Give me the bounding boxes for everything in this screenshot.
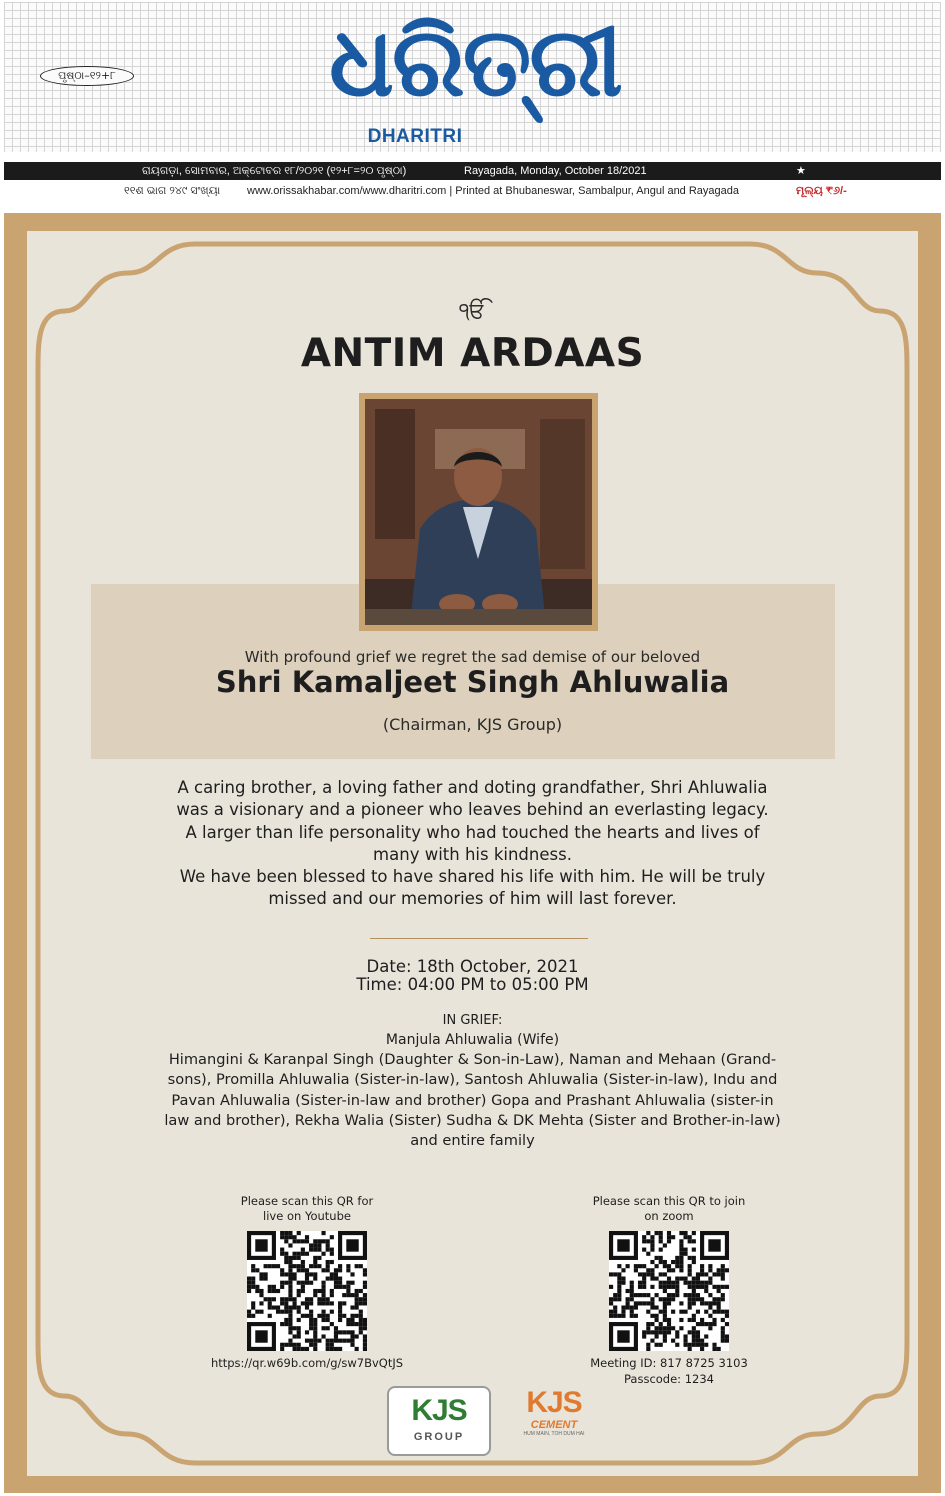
obituary-advert <box>4 213 941 1493</box>
tribute-line: A larger than life personality who had touched the hearts and lives of <box>185 822 760 842</box>
kjs-group-logo-word: GROUP <box>413 1431 465 1443</box>
kjs-cement-logo-word: CEMENT <box>530 1419 578 1431</box>
mourners-line: sons), Promilla Ahluwalia (Sister-in-law), Santosh Ahluwalia (Sister-in-law), Indu and <box>167 1071 778 1089</box>
advert-card <box>27 231 918 1476</box>
logo-latin-text: DHARITRI <box>367 126 463 147</box>
tribute-line: We have been blessed to have shared his life with him. He will be truly <box>179 867 766 887</box>
zoom-qr-block <box>554 1194 784 1387</box>
dateline-star-icon: ★ <box>796 165 806 177</box>
tribute-line: missed and our memories of him will last forever. <box>268 889 677 909</box>
tribute-line: A caring brother, a loving father and doting grandfather, Shri Ahluwalia <box>177 778 768 797</box>
mourners-list <box>139 1050 806 1151</box>
mourners-line: and entire family <box>410 1132 535 1150</box>
youtube-qr-block <box>192 1194 422 1372</box>
zoom-meeting-id: Meeting ID: 817 8725 3103 <box>590 1356 748 1370</box>
grief-statement: With profound grief we regret the sad demise of our beloved <box>244 648 701 666</box>
youtube-qr-caption: Please scan this QR for <box>240 1194 374 1208</box>
kjs-group-logo-mark: KJS <box>411 1394 467 1427</box>
in-grief-label: IN GRIEF: <box>442 1013 503 1028</box>
dateline-odia: ରାୟଗଡ଼ା, ସୋମବାର, ଅକ୍ଟୋବର ୧୮/୨୦୨୧ (୧୨+୮=୨୦ ପୃଷ୍ଠା) <box>142 165 407 177</box>
zoom-passcode: Passcode: 1234 <box>624 1371 714 1386</box>
dateline-english: Rayagada, Monday, October 18/2021 <box>464 165 647 177</box>
youtube-qr-code[interactable] <box>247 1231 367 1351</box>
portrait-illustration <box>365 399 592 625</box>
deceased-role: (Chairman, KJS Group) <box>382 715 563 734</box>
price-label: ମୂଲ୍ୟ ₹୬/- <box>796 185 847 197</box>
kjs-cement-logo-mark: KJS <box>526 1386 582 1419</box>
mourners-line: Pavan Ahluwalia (Sister-in-law and brother) Gopa and Prashant Ahluwalia (sister-in <box>171 1091 774 1109</box>
website-and-print-info: www.orissakhabar.com/www.dharitri.com | Printed at Bhubaneswar, Sambalpur, Angul and Rayagada <box>247 185 740 197</box>
youtube-qr-url[interactable]: https://qr.w69b.com/g/sw7BvQtJS <box>210 1356 404 1370</box>
zoom-qr-code[interactable] <box>609 1231 729 1351</box>
tribute-line: many with his kindness. <box>373 844 572 864</box>
dharitri-logo[interactable] <box>300 6 650 149</box>
zoom-qr-caption: Please scan this QR to join <box>592 1194 746 1208</box>
mourners-line: law and brother), Rekha Walia (Sister) Sudha & DK Mehta (Sister and Brother-in-law) <box>164 1111 781 1129</box>
youtube-qr-caption: live on Youtube <box>263 1209 351 1223</box>
ceremony-time: Time: 04:00 PM to 05:00 PM <box>356 975 589 994</box>
dateline-bar <box>4 162 941 180</box>
zoom-qr-caption: on zoom <box>644 1209 694 1223</box>
ceremony-datetime <box>27 958 918 994</box>
edition-info-line <box>4 183 941 199</box>
portrait-frame <box>359 393 598 631</box>
mourners-line: Himangini & Karanpal Singh (Daughter & Son-in-Law), Naman and Mehaan (Grand- <box>168 1051 777 1068</box>
ceremony-date: Date: 18th October, 2021 <box>366 957 579 976</box>
mourner-wife: Manjula Ahluwalia (Wife) <box>385 1032 560 1048</box>
advert-title: ANTIM ARDAAS <box>300 331 645 376</box>
logo-odia-text: ଧରିତ୍ରୀ <box>329 6 621 118</box>
tribute-line: was a visionary and a pioneer who leaves behind an everlasting legacy. <box>176 800 769 820</box>
kjs-group-logo <box>387 1386 491 1456</box>
kjs-cement-logo <box>509 1381 599 1461</box>
page-count-tag: ପୃଷ୍ଠା–୧୨+୮ <box>40 66 134 86</box>
ik-onkar-symbol: ੴ <box>459 299 486 324</box>
portrait-photo <box>365 399 592 625</box>
deceased-name: Shri Kamaljeet Singh Ahluwalia <box>215 665 730 699</box>
newspaper-masthead <box>4 2 941 152</box>
section-divider <box>370 938 588 939</box>
tribute-paragraph <box>137 777 808 911</box>
issue-number: ୧୧ଶ ଭାଗ ୨୪୯ ସଂଖ୍ୟା <box>124 185 221 197</box>
kjs-cement-tagline: HUM MAIN, TOH DUM HAI <box>523 1431 585 1437</box>
